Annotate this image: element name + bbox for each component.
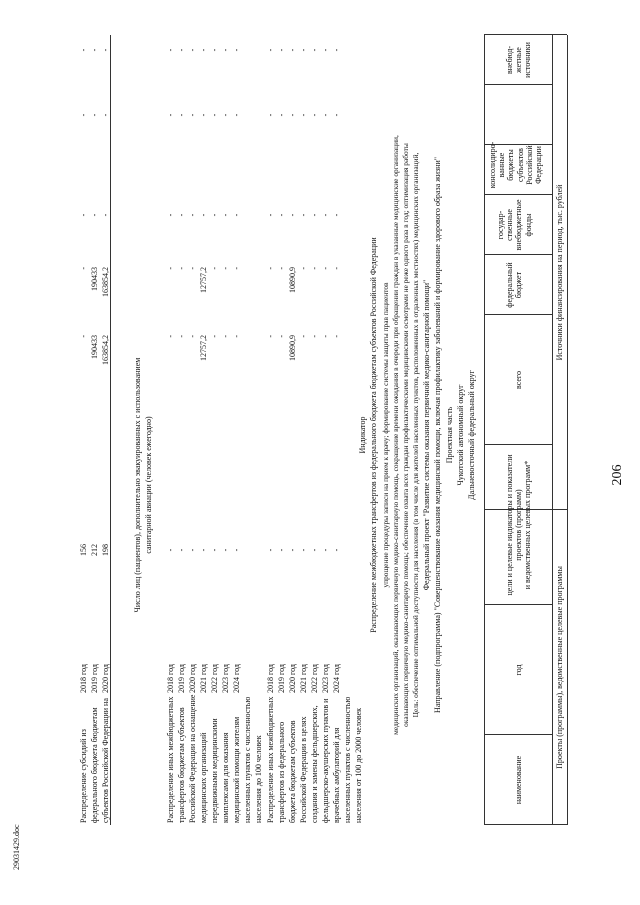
consolidated-cell: - [321,113,330,117]
year-cell: 2019 год [90,664,99,693]
name-line: врачебных амбулаторий для [332,727,341,823]
goal-cell: - [288,548,297,552]
year-cell: 2022 год [210,664,219,693]
goal-cell: - [210,548,219,552]
header-consolidated-line5: Российской [524,145,534,185]
funds-cell: - [277,213,286,217]
total-cell: - [321,335,330,338]
total-cell: - [188,335,197,338]
year-cell: 2024 год [332,664,341,693]
offbudget-cell: - [101,48,110,52]
row-block-1-goal [265,525,342,575]
header-consolidated-line1: консолидиро- [488,141,497,189]
funds-cell: - [90,213,99,217]
consolidated-cell: - [266,113,275,117]
goal-cell: - [166,548,175,552]
indicator-heading: Индикатор [358,416,367,454]
row-block-3-total [78,335,111,405]
header-federal-line1: федеральный [505,262,514,308]
consolidated-cell: - [310,113,319,117]
funds-cell: - [299,213,308,217]
consolidated-cell: - [210,113,219,117]
goal-cell: - [199,548,208,552]
consolidated-cell: - [277,113,286,117]
goal-cell: - [177,548,186,552]
header-state-funds [496,195,533,255]
federal-cell: - [332,267,341,270]
federal-cell: - [321,267,330,270]
name-line: Российской Федерации в целях [299,716,308,823]
row-block-2-offbudget [165,40,242,60]
federal-cell: - [79,267,88,270]
goal-cell: - [321,548,330,552]
year-cell: 2021 год [199,664,208,693]
goal-cell: - [277,548,286,552]
total-cell: - [221,335,230,338]
header-year-label: год [514,664,523,676]
row-block-2-years [165,633,242,693]
funds-cell: - [79,213,88,217]
row-block-3-funds [78,205,111,225]
total-cell: - [332,335,341,338]
offbudget-cell: - [310,48,319,52]
row-block-1-offbudget [265,40,342,60]
header-consolidated-line2: ванные [497,152,507,178]
row-block-2-federal [165,267,242,327]
federal-cell: 190433 [90,267,99,291]
funds-cell: - [177,213,186,217]
row-block-3-years [78,633,111,693]
name-line: медицинских организаций [199,732,208,823]
header-federal [505,255,523,315]
year-cell: 2024 год [232,664,241,693]
federal-cell: 163854,2 [101,267,110,297]
consolidated-cell: - [166,113,175,117]
header-goals-line2: и ведомственных целевых программ* [523,460,533,590]
name-line: населенных пунктов с численностью [343,696,352,823]
goal-cell: 212 [90,544,99,556]
direction-heading: Направление (подпрограмма) "Совершенствование оказания медицинской помощи, включая профилактику заболеваний и формирование здорового образа жизни" [433,157,442,713]
funds-cell: - [199,213,208,217]
name-line: фельдшерско-акушерских пунктов и [321,698,330,823]
row-block-2-goal [165,525,242,575]
offbudget-cell: - [210,48,219,52]
total-cell: - [210,335,219,338]
consolidated-cell: - [299,113,308,117]
year-cell: 2020 год [188,664,197,693]
offbudget-cell: - [166,48,175,52]
goal-cell: - [221,548,230,552]
name-line: медицинской помощи жителям [232,716,241,823]
year-cell: 2019 год [177,664,186,693]
header-consolidated-line3: бюджеты [506,149,516,181]
total-cell: - [266,335,275,338]
consolidated-cell: - [101,113,110,117]
offbudget-cell: - [199,48,208,52]
consolidated-cell: - [332,113,341,117]
funds-cell: - [321,213,330,217]
federal-cell: - [188,267,197,270]
header-total: всего [514,371,523,390]
total-cell: 163854,2 [101,335,110,365]
row-block-1-total [265,335,342,405]
offbudget-cell: - [321,48,330,52]
year-cell: 2020 год [288,664,297,693]
name-line: комплексами для оказания [221,732,230,823]
total-cell: 190433 [90,335,99,359]
header-name: наименование [514,755,523,805]
year-cell: 2019 год [277,664,286,693]
year-cell: 2023 год [221,664,230,693]
header-goals-line1: цели и целевые индикаторы и показатели проектов (программ) [505,454,524,596]
funds-cell: - [188,213,197,217]
offbudget-cell: - [277,48,286,52]
year-cell: 2018 год [79,664,88,693]
name-line: населения до 100 человек [254,735,263,823]
total-cell: - [310,335,319,338]
consolidated-cell: - [199,113,208,117]
row-block-1-consolidated [265,105,342,125]
total-cell: - [232,335,241,338]
total-cell: - [177,335,186,338]
year-cell: 2023 год [321,664,330,693]
header-consolidated-line4: субъектов [515,148,525,182]
consolidated-cell: - [79,113,88,117]
name-line: трансфертов из федерального [277,721,286,823]
row-block-2-consolidated [165,105,242,125]
funds-cell: - [332,213,341,217]
federal-cell: - [221,267,230,270]
offbudget-cell: - [79,48,88,52]
federal-cell: - [277,267,286,270]
year-cell: 2022 год [310,664,319,693]
page-number: 206 [610,464,625,486]
header-state-funds-line2: ственные [505,209,515,241]
row-block-3-goal [78,525,111,575]
name-line: бюджета бюджетам субъектов [288,720,297,823]
total-cell: 12757,2 [199,335,208,361]
goal-cell: - [232,548,241,552]
goal-cell: 156 [79,544,88,556]
name-line: Распределение иных межбюджетных [266,696,275,823]
document-id: 29031429.doc [12,824,21,870]
offbudget-cell: - [90,48,99,52]
funds-cell: - [266,213,275,217]
row-block-2-funds [165,205,242,225]
consolidated-cell: - [221,113,230,117]
header-state-funds-line1: государ- [496,210,505,240]
row-block-3-offbudget [78,40,111,60]
consolidated-cell: - [188,113,197,117]
header-state-funds-line3: внебюджетные [514,199,524,251]
offbudget-cell: - [232,48,241,52]
goal-cell: - [310,548,319,552]
offbudget-cell: - [221,48,230,52]
total-cell: - [166,335,175,338]
indicator-line: Число лиц (пациентов), дополнительно эвакуированных с использованием [133,357,142,613]
funds-cell: - [210,213,219,217]
funds-cell: - [310,213,319,217]
row-block-2-name [165,693,264,823]
district-heading: Дальневосточный федеральный округ [467,370,476,500]
header-offbudget-line2: жетные [514,47,524,73]
indicator-line: санитарной авиации (человек ежегодно) [144,416,153,554]
row-block-3-name [78,693,111,823]
federal-cell: 10890,9 [288,267,297,293]
federal-cell: - [210,267,219,270]
name-line: федерального бюджета бюджетам [90,707,99,823]
name-line: Распределение иных межбюджетных [166,696,175,823]
name-line: субъектов Российской Федерации на [101,698,110,823]
offbudget-cell: - [288,48,297,52]
year-cell: 2018 год [266,664,275,693]
total-cell: - [299,335,308,338]
row-block-1-name [265,693,364,823]
header-offbudget-line1: внебюд- [505,46,514,74]
funds-cell: - [221,213,230,217]
offbudget-cell: - [332,48,341,52]
goal-cell: - [266,548,275,552]
row-block-2-total [165,335,242,405]
name-line: создания и замены фельдшерских, [310,705,319,823]
header-federal-line2: бюджет [514,271,524,299]
name-line: Распределение субсидий из [79,729,88,823]
header-projects: Проекты (программы), ведомственные целевые программы [555,566,564,769]
name-line: населенных пунктов с численностью [243,696,252,823]
funds-cell: - [101,213,110,217]
federal-cell: - [299,267,308,270]
goal-line-3: медицинских организаций, оказывающих первичную медико-санитарную помощь, сокращение времени ожидания в очереди при обращении граждан в указанные медицинские организации, [391,135,400,735]
total-cell: - [277,335,286,338]
year-cell: 2021 год [299,664,308,693]
goal-cell: - [299,548,308,552]
indicator-text [132,285,154,685]
federal-cell: - [266,267,275,270]
project-heading: Федеральный проект "Развитие системы оказания первичной медико-санитарной помощи" [422,279,431,591]
federal-cell: - [232,267,241,270]
consolidated-cell: - [232,113,241,117]
subtitle-heading: Распределение межбюджетных трансфертов из федерального бюджета бюджетам субъектов Российской Федерации [369,237,378,633]
consolidated-cell: - [288,113,297,117]
header-state-funds-line4: фонды [523,213,533,237]
name-line: населения от 100 до 2000 человек [354,707,363,823]
consolidated-cell: - [90,113,99,117]
consolidated-cell: - [177,113,186,117]
federal-cell: - [166,267,175,270]
total-cell: 10890,9 [288,335,297,361]
name-line: Российской Федерации на оснащение [188,694,197,823]
year-cell: 2020 год [101,664,110,693]
federal-cell: - [177,267,186,270]
name-line: трансфертов бюджетам субъектов [177,707,186,823]
row-block-1-federal [265,267,342,327]
funds-cell: - [166,213,175,217]
offbudget-cell: - [299,48,308,52]
row-block-3-consolidated [78,105,111,125]
funds-cell: - [288,213,297,217]
name-line: передвижными медицинскими [210,718,219,823]
goal-line-4: упрощение процедуры записи на прием к врачу; формирование системы защиты прав пациентов [381,282,390,588]
goal-line-1: Цель: обеспечение оптимальной доступности для населения (в том числе для жителей населенных пунктов, расположенных в отдаленных местностях) медицинских организаций, [411,152,420,718]
header-consolidated [488,135,543,195]
header-financing: Источники финансирования на период, тыс. рублей [555,184,564,361]
federal-cell: - [310,267,319,270]
federal-cell: 12757,2 [199,267,208,293]
region-heading: Чукотский автономный округ [456,384,465,486]
row-block-3-federal [78,267,111,327]
goal-cell: - [188,548,197,552]
goal-cell: - [332,548,341,552]
header-offbudget-line3: источники [523,42,533,78]
offbudget-cell: - [188,48,197,52]
total-cell: - [79,335,88,338]
year-cell: 2018 год [166,664,175,693]
offbudget-cell: - [177,48,186,52]
header-offbudget [505,35,533,85]
part-heading: Проектная часть [445,406,454,464]
row-block-1-funds [265,205,342,225]
offbudget-cell: - [266,48,275,52]
header-consolidated-line6: Федерации [533,146,543,184]
row-block-1-years [265,633,342,693]
header-goals [505,445,533,605]
funds-cell: - [232,213,241,217]
goal-cell: 198 [101,544,110,556]
goal-line-2: оказывающих первичную медико-санитарную помощь; обеспечение охвата всех граждан профилактическими медицинскими осмотрами не реже одного раза в год; оптимизация работы [401,143,410,727]
